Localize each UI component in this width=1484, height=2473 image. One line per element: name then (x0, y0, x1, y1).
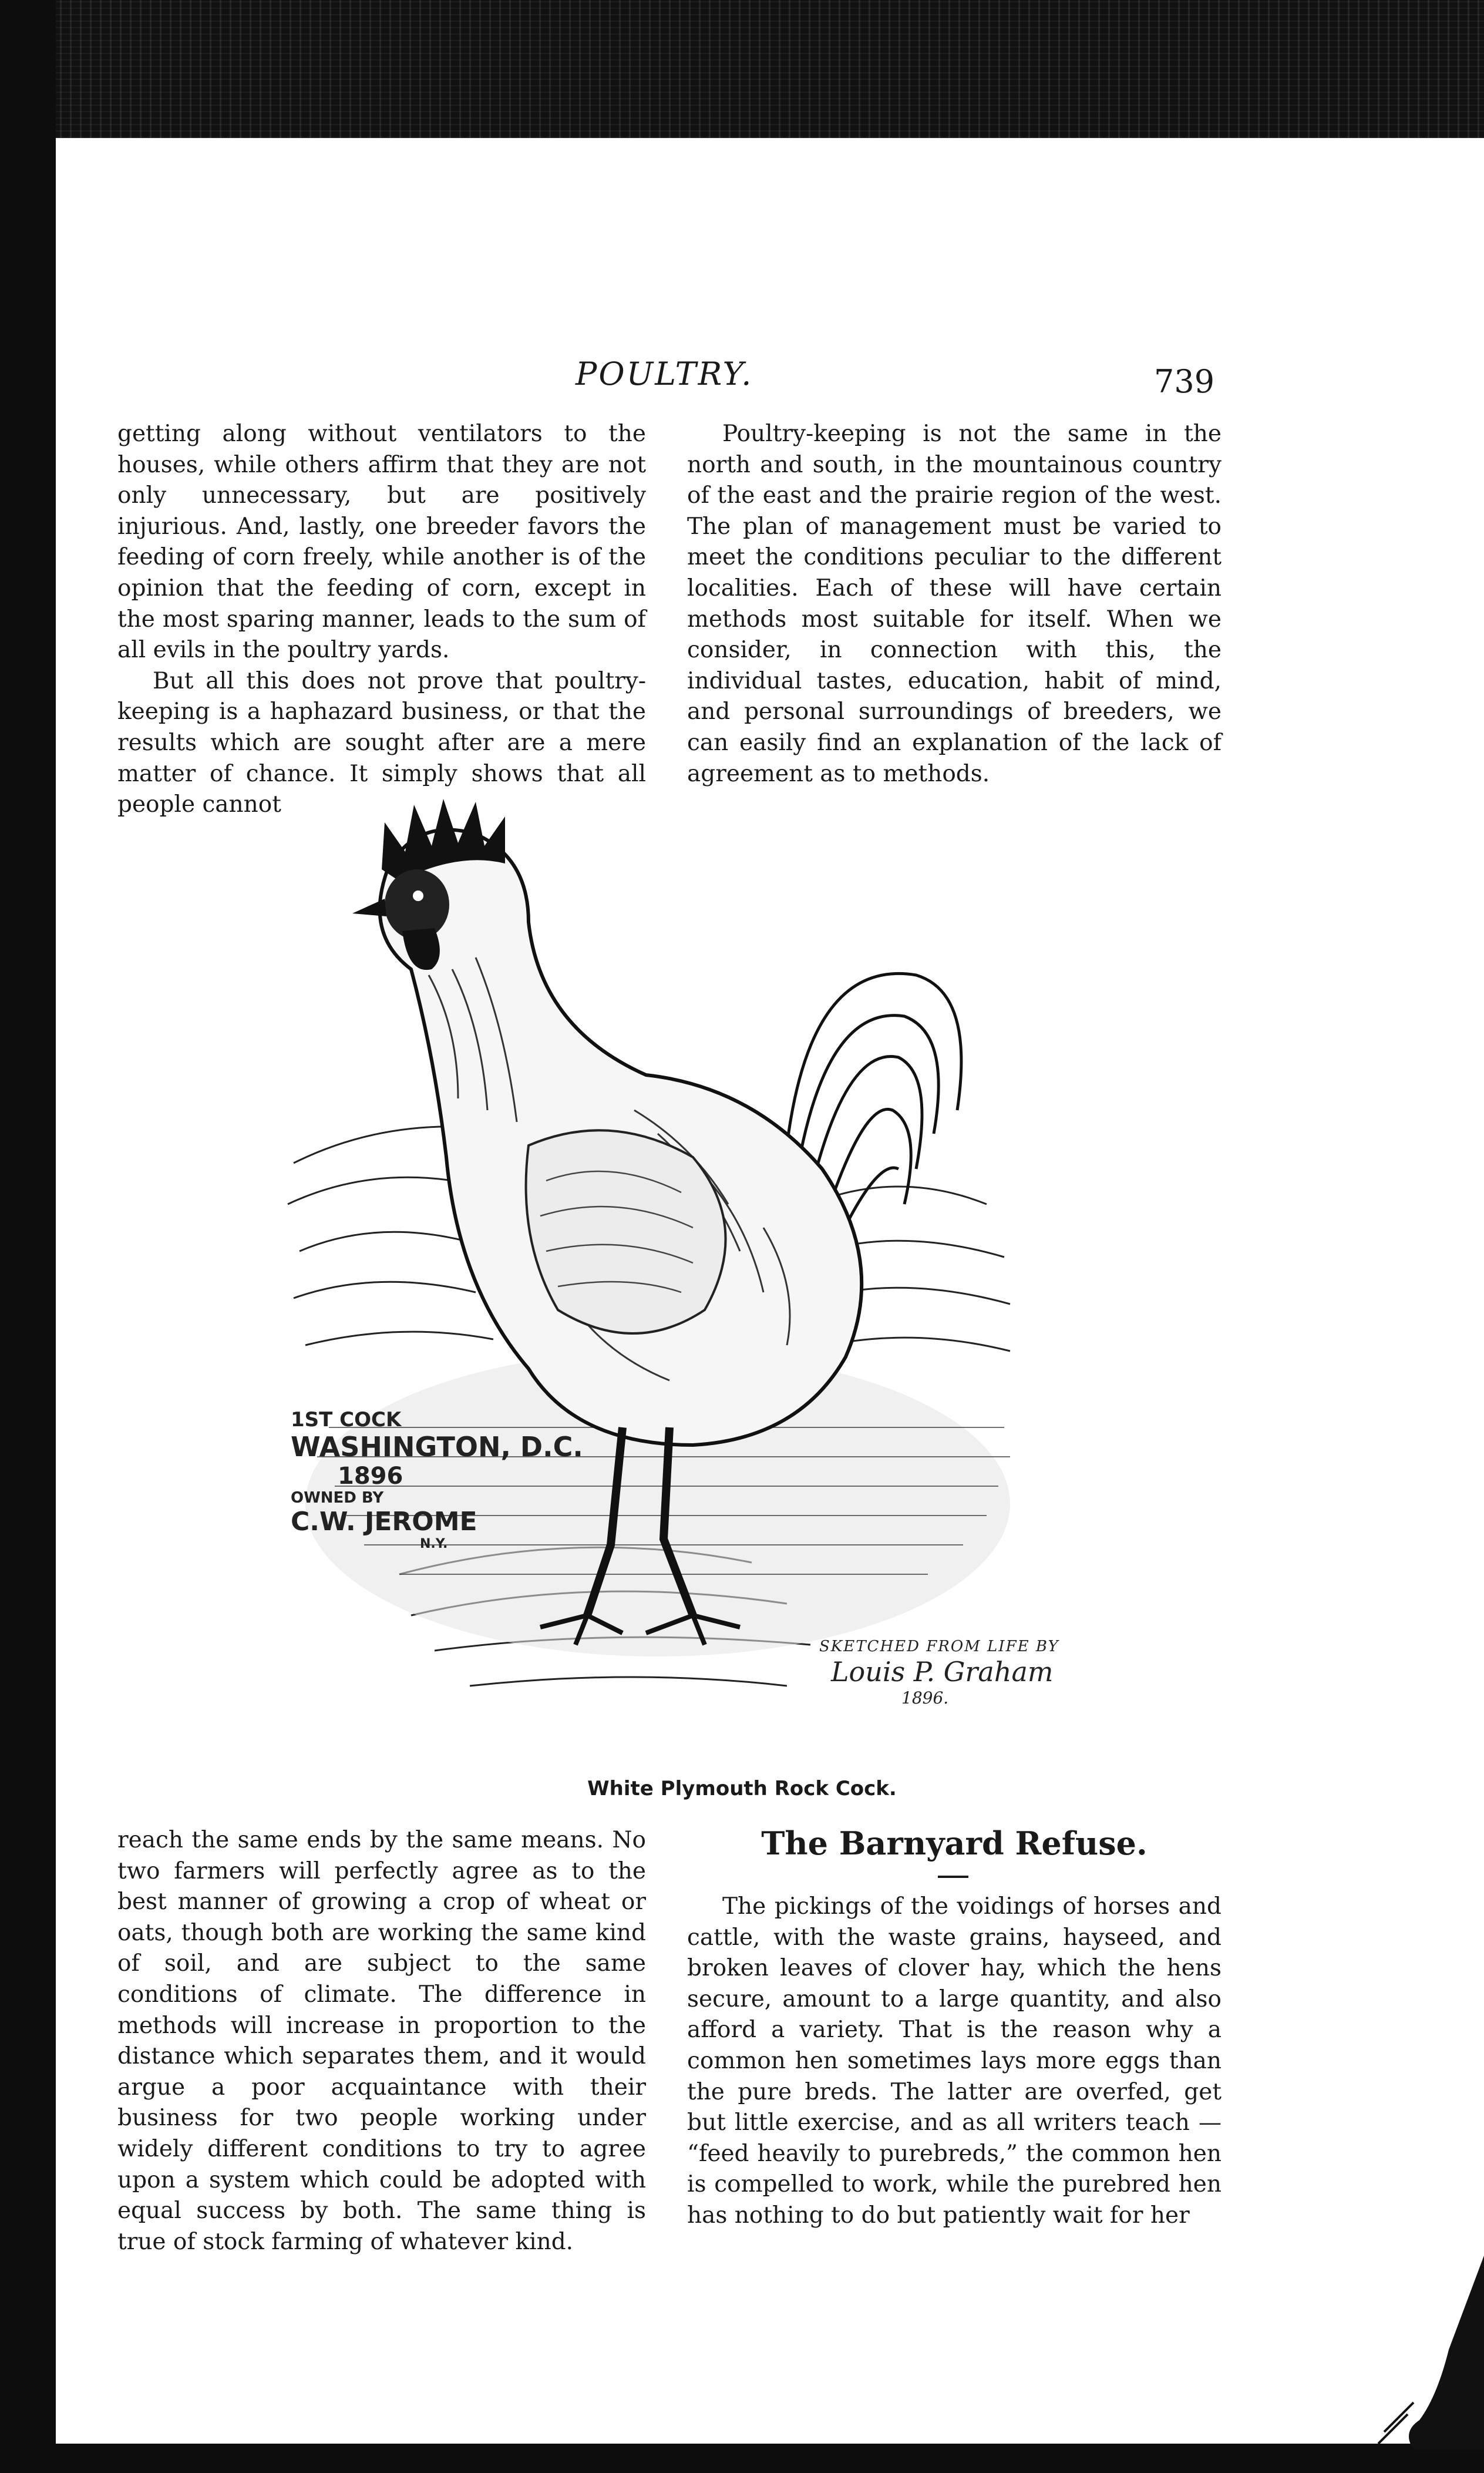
figure-caption: White Plymouth Rock Cock. (587, 1777, 897, 1800)
stamp-line: C.W. JEROME (291, 1506, 477, 1537)
signature-line: Louis P. Graham (831, 1656, 1054, 1688)
paragraph: reach the same ends by the same means. No two farmers will perfectly agree as to the best manner of growing a crop of wheat or oats, though both are working the same kind of soil, and are subject to the same conditions of climate. The difference in methods will increase in proportion to the distance which separates them, and it would argue a poor acquaintance with their business for two people working under widely different conditions to try to agree upon a system which could be adopted with equal success by both. The same thing is true of stock farming of whatever kind. (117, 1827, 646, 2255)
beak (352, 899, 386, 916)
rooster-illustration (282, 781, 1051, 1768)
running-head: POULTRY. (576, 355, 753, 392)
scan-noise (0, 0, 1484, 138)
article-column-right-top (687, 419, 1221, 789)
paragraph: The pickings of the voidings of horses and cattle, with the waste grains, hayseed, and broken leaves of clover hay, which the hens secure, amount to a large quantity, and also afford a variety. That is the reason why a common hen sometimes lays more eggs than the pure breds. The latter are overfed, get but little exercise, and as all writers teach — “feed heavily to purebreds,” the common hen is compelled to work, while the purebred hen has nothing to do but patiently wait for her (687, 1893, 1221, 2229)
heading-rule (938, 1876, 968, 1878)
artist-signature (819, 1638, 1059, 1708)
signature-line: SKETCHED FROM LIFE BY (819, 1638, 1059, 1655)
stamp-line: N.Y. (420, 1537, 448, 1552)
signature-line: 1896. (901, 1688, 949, 1708)
article-column-left-bottom (117, 1825, 646, 2257)
scan-corner-artifact (1367, 2256, 1484, 2450)
scan-border-bottom (0, 2444, 1484, 2473)
article-column-right-bottom (687, 1891, 1221, 2232)
paragraph: Poultry-keeping is not the same in the north and south, in the mountainous country of the east and the prairie region of the west. The plan of management must be varied to meet the conditions peculiar to the different localities. Each of these will have certain methods most suitable for itself. When we consider, in connection with this, the individual tastes, education, habit of mind, and personal surroundings of breeders, we can easily find an explanation of the lack of agreement as to methods. (687, 421, 1221, 787)
face (385, 869, 449, 940)
stamp-line: 1ST COCK (291, 1408, 402, 1432)
stamp-line: OWNED BY (291, 1488, 384, 1507)
stamp-line: 1896 (338, 1462, 403, 1490)
award-stamp (291, 1409, 583, 1552)
article-column-left-top (117, 419, 646, 821)
section-heading: The Barnyard Refuse. (761, 1824, 1148, 1862)
paragraph: getting along without ventilators to the houses, while others affirm that they are not only unnecessary, but are positively injurious. And, lastly, one breeder favors the feeding of corn freely, while another is of the opinion that the feeding of corn, except in the most sparing manner, leads to the sum of all evils in the poultry yards. (117, 421, 646, 664)
scan-border-left (0, 0, 56, 2473)
paragraph: But all this does not prove that poultry-keeping is a haphazard business, or that the results which are sought after are a mere matter of chance. It simply shows that all people cannot (117, 667, 646, 818)
stamp-line: WASHINGTON, D.C. (291, 1431, 583, 1463)
page-number: 739 (1154, 363, 1215, 400)
